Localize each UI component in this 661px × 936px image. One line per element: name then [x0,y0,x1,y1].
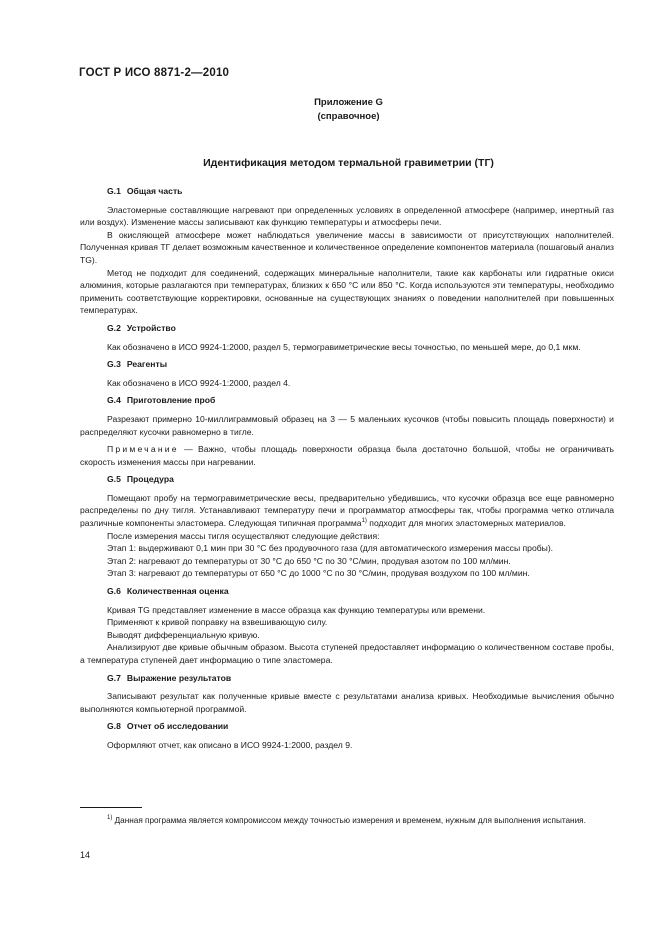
section-heading-g8 [80,720,614,733]
section-number: G.7 [107,672,121,683]
section-heading-g6 [80,585,614,598]
footnote-text: Данная программа является компромиссом между точностью измерения и временем, нужным для выполнения испытания. [112,816,586,825]
paragraph: Оформляют отчет, как описано в ИСО 9924-1:2000, раздел 9. [107,739,353,750]
paragraph: В окисляющей атмосфере может наблюдаться увеличение массы в зависимости от присутствующих наполнителей. Полученная кривая ТГ делает возможным качественное и количественное определение компонентов материала (пошаговый анализ TG). [80,229,614,265]
document-title: Идентификация методом термальной гравиметрии (ТГ) [203,157,494,169]
annex-type: (справочное) [317,111,380,122]
paragraph: Записывают результат как полученные кривые вместе с результатами анализа кривых. Необходимые вычисления обычно выполняются компьютерной программой. [80,691,614,714]
paragraph: Разрезают примерно 10-миллиграммовый образец на 3 — 5 маленьких кусочков (чтобы повысить площадь поверхности) и распределяют кусочки равномерно в тигле. [80,413,614,437]
document-body [80,185,614,752]
footnote [80,815,614,828]
paragraph: Этап 3: нагревают до температуры от 650 °С до 1000 °С по 30 °С/мин, продувая воздухом по 100 мл/мин. [107,568,530,579]
section-title: Реагенты [126,359,168,370]
section-title: Процедура [126,474,174,485]
section-heading-g5 [80,473,614,486]
document-code-header: ГОСТ Р ИСО 8871-2—2010 [79,67,230,79]
paragraph: Выводят дифференциальную кривую. [107,629,260,640]
paragraph: Кривая TG представляет изменение в массе образца как функцию температуры или времени. [107,604,486,615]
section-title: Общая часть [126,186,183,196]
paragraph: После измерения массы тигля осуществляют следующие действия: [107,530,380,541]
footnote-divider [80,807,142,808]
section-heading-g4 [80,394,614,407]
paragraph: Метод не подходит для соединений, содержащих минеральные наполнители, такие как карбонаты или гидратные окиси алюминия, которые разлагаются при температурах, близких к 650 °С или 850 °С. Когда используются эти температуры, необходимо применить соответствующие корректировки, основанные на существующих знаниях о поведении наполнителей при повышенных температурах. [80,267,614,316]
paragraph: Как обозначено в ИСО 9924-1:2000, раздел 4. [107,377,291,388]
section-title: Устройство [126,322,176,333]
paragraph: Анализируют две кривые обычным образом. Высота ступеней предоставляет информацию о количественном составе пробы, а температура ступеней дает информацию о типе эластомера. [80,642,614,665]
annex-heading [0,96,661,124]
section-title: Отчет об исследовании [126,721,229,732]
paragraph-text: подходит для многих эластомерных материалов. [366,518,566,529]
annex-title: Приложение G [314,97,383,108]
section-number: G.5 [107,474,121,485]
section-number: G.2 [107,322,121,333]
section-title: Количественная оценка [126,586,229,597]
section-number: G.3 [107,359,121,370]
paragraph: Применяют к кривой поправку на взвешивающую силу. [107,617,328,628]
section-heading-g7 [80,672,614,685]
paragraph-text: Помещают пробу на термогравиметрические весы, предварительно убедившись, что кусочки образца все еще равномерно распределены по дну тигля. Устанавливают температуру печи и программатор атмосферы так, чтобы программа четко отличала различные компоненты эластомера. Следующая типичная программа [80,492,614,529]
section-heading-g3 [80,358,614,371]
section-number: G.8 [107,721,121,732]
note-label: Примечание [107,444,179,455]
section-number: G.4 [107,395,121,406]
paragraph: Как обозначено в ИСО 9924-1:2000, раздел 5, термогравиметрические весы точностью, по меньшей мере, до 0,1 мкм. [107,341,581,352]
paragraph [80,492,614,530]
note [80,443,614,468]
section-number: G.6 [107,586,121,597]
footnote-mark: 1) [107,815,113,821]
paragraph: Этап 1: выдерживают 0,1 мин при 30 °С без продувочного газа (для автоматического измерения массы пробы). [107,543,554,554]
section-number: G.1 [107,186,121,196]
paragraph: Этап 2: нагревают до температуры от 30 °С до 650 °С по 30 °С/мин, продувая азотом по 100 мл/мин. [107,555,511,566]
section-title: Приготовление проб [126,395,216,406]
section-heading-g1 [80,185,614,198]
footnote-reference[interactable]: 1) [361,518,367,525]
note-text: — Важно, чтобы площадь поверхности образца была достаточно большой, чтобы не ограничивать скорость изменения массы при нагревании. [80,444,614,467]
section-title: Выражение результатов [126,672,232,683]
section-heading-g2 [80,322,614,335]
paragraph: Эластомерные составляющие нагревают при определенных условиях в определенной атмосфере (например, инертный газ или воздух). Изменение массы записывают как функцию температуры и атмосферы печи. [80,204,614,228]
page-number: 14 [80,850,91,860]
